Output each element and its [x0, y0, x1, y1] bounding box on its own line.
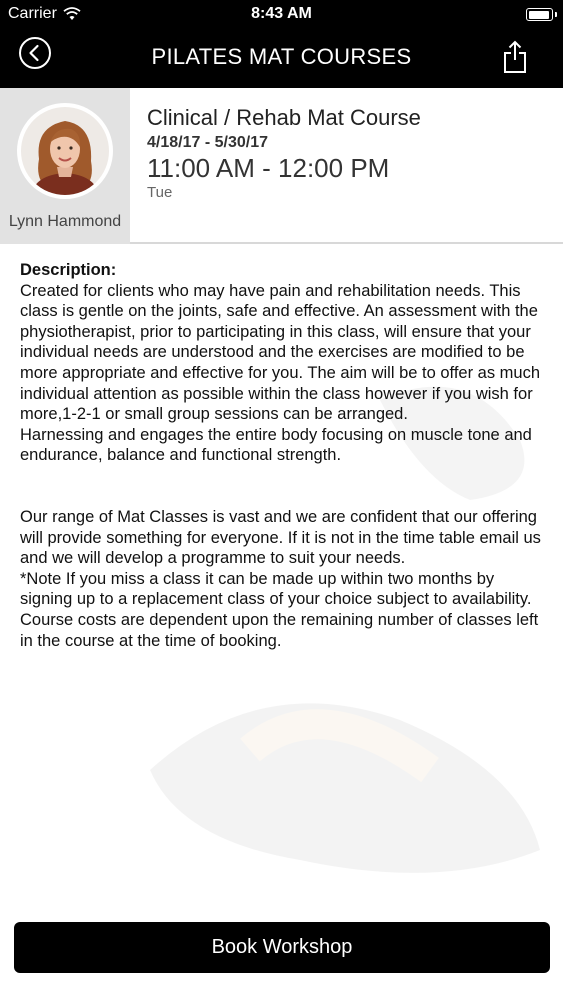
avatar	[17, 103, 113, 199]
instructor-panel[interactable]	[0, 88, 130, 244]
description-heading: Description:	[20, 261, 117, 279]
description-paragraph-1: Created for clients who may have pain and rehabilitation needs. This class is gentle on the joints, safe and effective. An assessment with the physiotherapist, prior to participating in this class, will ensure that your individual needs are understood and the exercises are modified to be more appropriate and effective for you. The aim will be to offer as much individual attention as possible within the class however if you wish for more,1-2-1 or small group sessions can be arranged. Harnessing and engages the entire body focusing on muscle tone and endurance, balance and functional strength.	[20, 281, 541, 465]
course-time: 11:00 AM - 12:00 PM	[147, 153, 390, 183]
book-workshop-button[interactable]: Book Workshop	[14, 922, 550, 973]
share-icon[interactable]	[503, 40, 527, 74]
status-bar	[0, 0, 563, 30]
battery-icon	[526, 8, 553, 21]
course-dates: 4/18/17 - 5/30/17	[147, 134, 268, 151]
instructor-photo	[21, 107, 109, 195]
description-section	[20, 260, 550, 651]
course-header	[0, 88, 563, 244]
status-time: 8:43 AM	[251, 5, 312, 22]
instructor-name: Lynn Hammond	[8, 213, 122, 230]
course-title: Clinical / Rehab Mat Course	[147, 105, 421, 130]
course-info	[147, 105, 421, 201]
nav-bar	[0, 30, 563, 88]
page-title: PILATES MAT COURSES	[151, 44, 412, 69]
course-day: Tue	[147, 184, 173, 201]
description-paragraph-2: Our range of Mat Classes is vast and we are confident that our offering will provide something for everyone. If it is not in the time table email us and we will develop a programme to suit your needs. *Note If you miss a class it can be made up within two months by signing up to a replacement class of your choice subject to availability. Course costs are dependent upon the remaining number of classes left in the course at the time of booking.	[20, 507, 541, 650]
carrier-label: Carrier	[8, 5, 57, 22]
